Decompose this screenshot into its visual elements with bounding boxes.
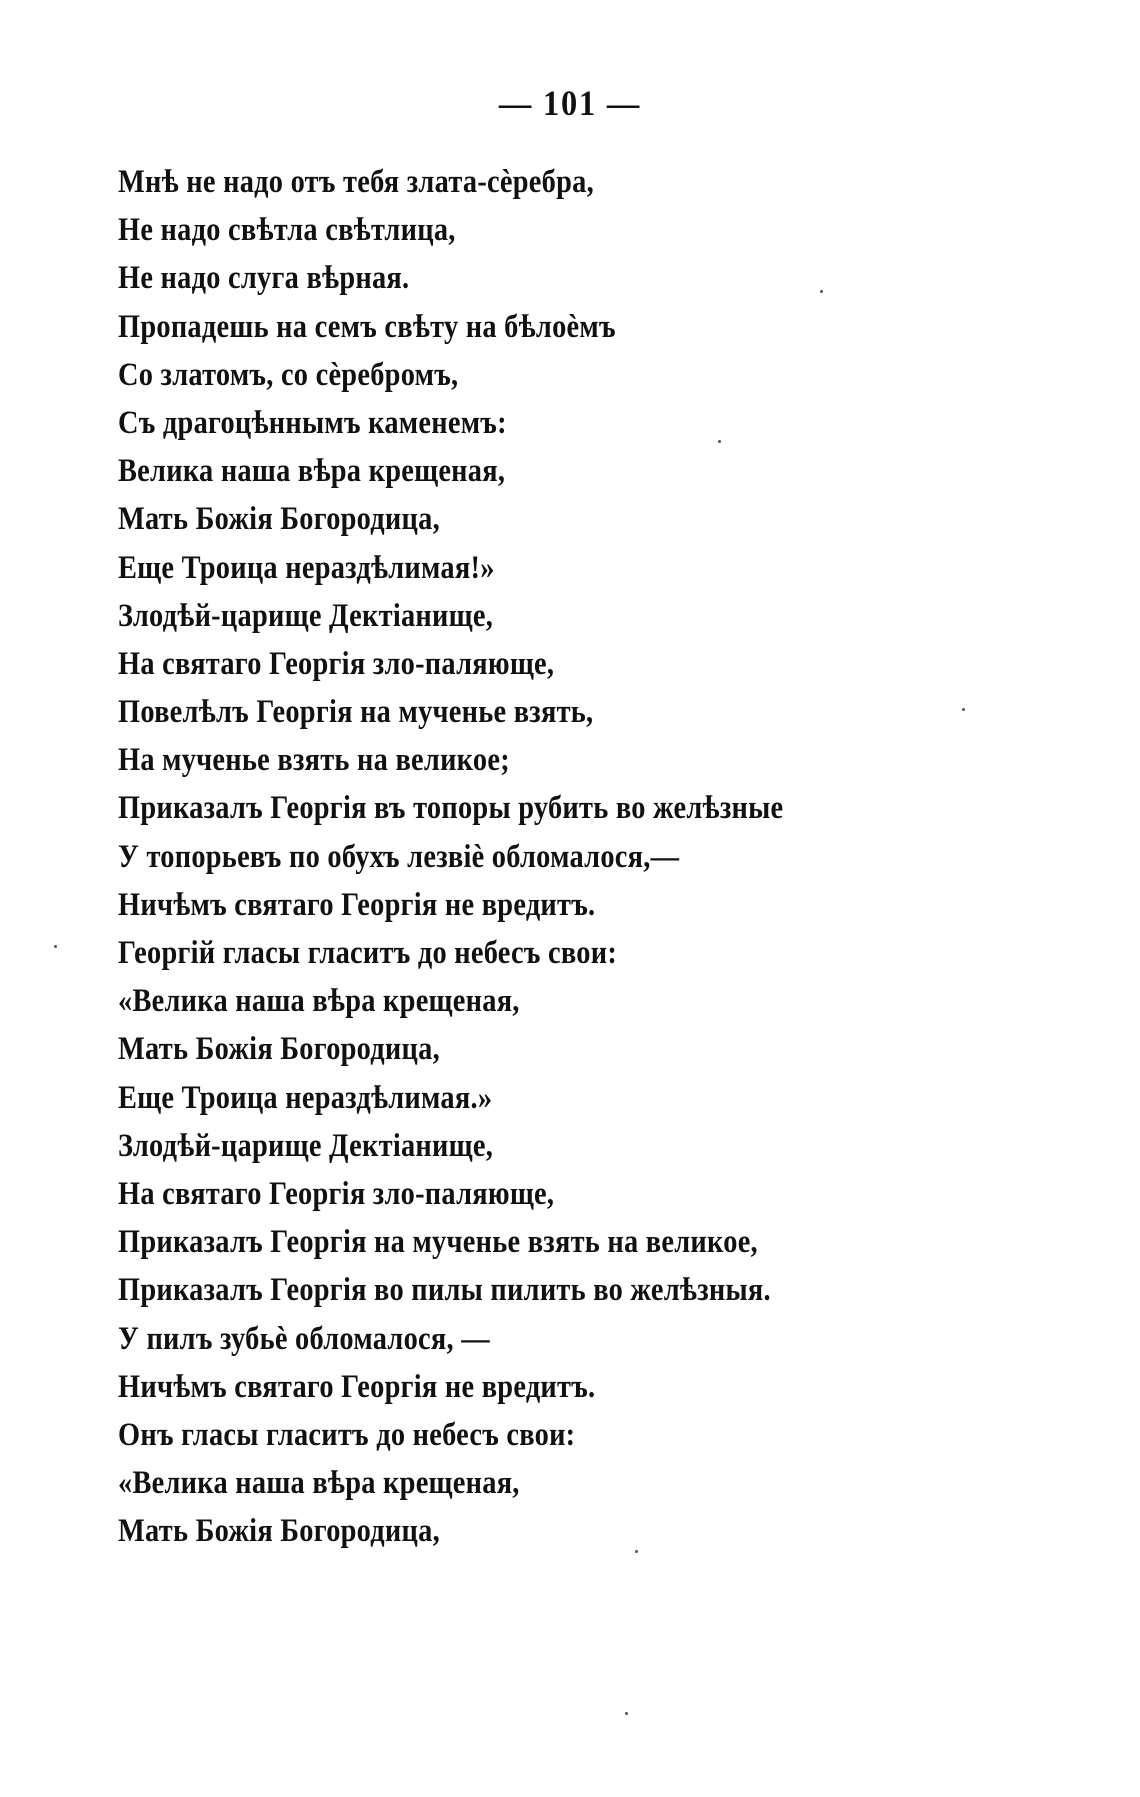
verse-line: Онъ гласы гласитъ до небесъ свои: <box>118 1416 576 1453</box>
page-number: — 101 — <box>498 83 642 123</box>
verse-line: Еще Троица нераздѣлимая.» <box>118 1079 493 1116</box>
verse-line: Со златомъ, со сѐребромъ, <box>118 356 459 393</box>
verse-line: «Велика наша вѣра крещеная, <box>118 983 520 1020</box>
verse-line: Съ драгоцѣннымъ каменемъ: <box>118 404 507 441</box>
print-speck <box>54 945 57 948</box>
verse-text <box>118 158 1018 1555</box>
print-speck <box>718 440 721 443</box>
verse-line: На мученье взять на великое; <box>118 742 510 779</box>
verse-line: На святаго Георгія зло-паляюще, <box>118 1175 555 1212</box>
verse-line: Мать Божія Богородица, <box>118 1513 440 1550</box>
verse-line: Приказалъ Георгія на мученье взять на великое, <box>118 1224 758 1261</box>
print-speck <box>962 708 965 711</box>
verse-line: Мнѣ не надо отъ тебя злата-сѐребра, <box>118 164 594 200</box>
print-speck <box>635 1550 638 1553</box>
verse-line: Еще Троица нераздѣлимая!» <box>118 549 495 586</box>
verse-line: Пропадешь на семъ свѣту на бѣлоѐмъ <box>118 308 616 345</box>
print-speck <box>625 1712 628 1715</box>
verse-line: Злодѣй-царище Дектіанище, <box>118 1127 494 1164</box>
verse-line: Злодѣй-царище Дектіанище, <box>118 597 494 634</box>
verse-line: Не надо слуга вѣрная. <box>118 260 410 297</box>
verse-line: Повелѣлъ Георгія на мученье взять, <box>118 694 594 731</box>
verse-line: Не надо свѣтла свѣтлица, <box>118 212 456 249</box>
verse-line: Ничѣмъ святаго Георгія не вредитъ. <box>118 886 596 923</box>
verse-line: Мать Божія Богородица, <box>118 501 440 538</box>
verse-line: На святаго Георгія зло-паляюще, <box>118 645 555 682</box>
print-speck <box>820 290 823 293</box>
verse-line: Георгій гласы гласитъ до небесъ свои: <box>118 935 618 971</box>
verse-line: У топорьевъ по обухъ лезвіѐ обломалося,— <box>118 838 680 875</box>
verse-line: Велика наша вѣра крещеная, <box>118 453 506 490</box>
verse-line: «Велика наша вѣра крещеная, <box>118 1465 520 1502</box>
verse-line: Приказалъ Георгія въ топоры рубить во желѣзные <box>118 790 784 827</box>
verse-line: Ничѣмъ святаго Георгія не вредитъ. <box>118 1368 596 1405</box>
verse-line: Приказалъ Георгія во пилы пилить во желѣзныя. <box>118 1272 771 1309</box>
verse-line: Мать Божія Богородица, <box>118 1031 440 1068</box>
verse-line: У пилъ зубьѐ обломалося, — <box>118 1320 490 1357</box>
